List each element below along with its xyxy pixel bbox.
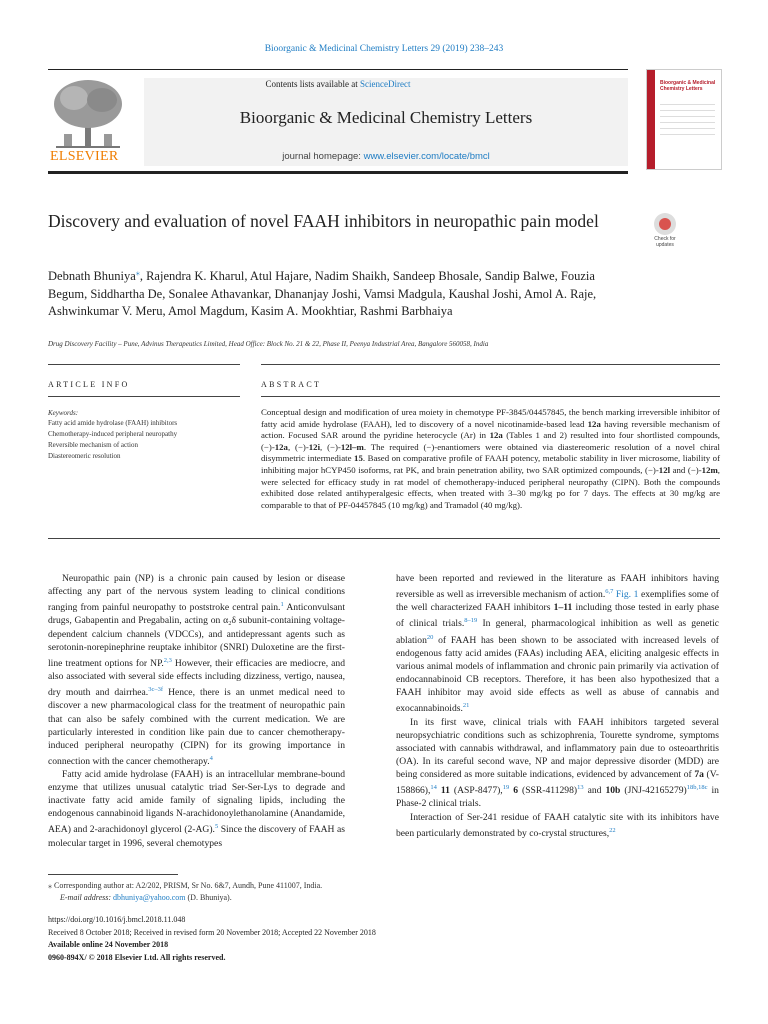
divider bbox=[48, 364, 240, 365]
body-paragraph: Interaction of Ser-241 residue of FAAH catalytic site with its inhibitors have been particularly demonstrated by co-crystal structures,$^{22}$ bbox=[396, 811, 719, 839]
check-updates-icon bbox=[654, 213, 676, 235]
body-paragraph: In its first wave, clinical trials with FAAH inhibitors targeted several neuropsychiatric conditions such as schizophrenia, Tourette syndrome, symptoms associated with cannabis withdrawal, and inflammatory pain due to osteoarthritis (OA). In its careful second wave, NP and major depressive disorder (MDD) are being considered as more suitable indications, evidenced by advancement of 7a (V-158866),$^{14}$ 11 (ASP-8477),$^{19}$ 6 $(SSR-411298)^{13}$ and 10b $(JNJ-42165279)^{18b,18c}$ in Phase-2 clinical trials. bbox=[396, 716, 719, 810]
reference-link[interactable]: 22 bbox=[609, 826, 616, 834]
keyword-item: Fatty acid amide hydrolase (FAAH) inhibitors bbox=[48, 419, 178, 427]
check-for-updates-badge[interactable] bbox=[645, 213, 685, 249]
divider bbox=[261, 364, 720, 365]
reference-link[interactable]: 1 bbox=[280, 601, 284, 609]
article-title: Discovery and evaluation of novel FAAH inhibitors in neuropathic pain model bbox=[48, 211, 599, 231]
divider bbox=[261, 396, 720, 397]
contents-line bbox=[48, 79, 628, 89]
reference-link[interactable]: 20 bbox=[426, 633, 434, 641]
reference-link[interactable]: 3c–3f bbox=[148, 686, 163, 694]
divider bbox=[48, 396, 240, 397]
body-paragraph: have been reported and reviewed in the literature as FAAH inhibitors having reversible as well as irreversible mechanism of action.$^{6,7}$ Fig. 1 exemplifies some of the well characterized FAAH inhibitors 1–11 including those tested in early phase of clinical trials.$^{8-19}$ In general, pharmacological inhibition as well as genetic ablation$^{20}$ of FAAH has been shown to be associated with increased levels of endogenous fatty acid amides (FAAs) including AEA, eliciting analgesic effects in various animal models of inflammation and chronic pain primarily via activation of endocannabinoid CB receptors. Therefore, it has been also hypothesized that a FAAH inhibitor may avoid side effects as well as abuse of cannabis and exocannabinoids.$^{21}$ bbox=[396, 573, 720, 715]
cover-line bbox=[660, 134, 715, 135]
author-list bbox=[48, 264, 628, 321]
figure-link[interactable]: Fig. 1 bbox=[613, 589, 639, 601]
keyword-item: Diastereomeric resolution bbox=[48, 452, 121, 460]
cover-line bbox=[660, 122, 715, 123]
copyright: 0960-894X/ © 2018 Elsevier Ltd. All rights reserved. bbox=[48, 953, 226, 962]
footnote-divider bbox=[48, 874, 178, 875]
reference-link[interactable]: 5 bbox=[214, 823, 219, 831]
email-line: E-mail address: dbhuniya@yahoo.com (D. Bhuniya). bbox=[60, 893, 232, 902]
reference-link[interactable]: 21 bbox=[462, 702, 470, 710]
body-paragraph: Neuropathic pain (NP) is a chronic pain caused by lesion or disease affecting any part of the nervous system leading to clinical conditions ranging from painful neuropathy to poststroke central pain.$^1$ Anticonvulsant drugs, Gabapentin and Pregabalin, acting on α₂δ subunit-containing voltage-dependent calcium channels (VDCCs), and antidepressant agents such as serotonin-norepinephrine reuptake inhibitor (SNRI) Duloxetine are the first-line treatment options for NP.$^{2,3}$ However, their efficacies are mediocre, and also associated with several side effects including dizziness, vertigo, nausea, dry mouth and dairrhea.$^{3c-3f}$ Hence, there is an unmet medical need to discover a new pharmacological class for the treatment of neuropathic pain that can also be safely combined with the current medication. We are particularly interested in condition like pain due to cancer chemotherapy-induced peripheral neuropathy (CIPN) for its growing importance in connection with the cancer chemotherapy.$^4$ bbox=[48, 573, 345, 767]
homepage-link[interactable]: www.elsevier.com/locate/bmcl bbox=[363, 151, 490, 162]
body-column-right bbox=[396, 572, 719, 840]
cover-line bbox=[660, 128, 715, 129]
body-paragraph: Fatty acid amide hydrolase (FAAH) is an intracellular membrane-bound enzyme that utilizes unusual catalytic triad Ser-Ser-Lys to degrade and inactivate fatty acid amide family of signaling lipids, including the endogenous cannabinoid ligands N-arachidonoylethanolamine (Anandamide, AEA) and 2-arachidonoyl glycerol (2-AG).$^5$ Since the discovery of FAAH as molecular target in 1996, several chemotypes bbox=[48, 769, 345, 849]
check-updates-label: Check for updates bbox=[654, 236, 676, 248]
cover-line bbox=[660, 104, 715, 105]
abstract-text: Conceptual design and modification of urea moiety in chemotype PF-3845/04457845, the bench marking irreversible inhibitor of fatty acid amide hydrolase (FAAH), led to discovery of a novel nicotinamide-based lead 12a having reversible mechanism of action. Focused SAR around the pyridine heterocycle (Ar) in 12a (Tables 1 and 2) resulted into four shortlisted compounds, (−)-12a, (−)-12i, (−)-12l–m. The required (−)-enantiomers were obtained via diastereomeric resolution of a novel chiral disymmetric intermediate 15. Based on comparative profile of FAAH potency, metabolic stability in liver microsome, liability of inhibiting major hCYP450 isoforms, rat PK, and brain penetration ability, two SAR optimized compounds, (−)-12l and (−)-12m, were selected for efficacy study in rat model of chemotherapy-induced peripheral neuropathy (CIPN). Both the compounds exhibited dose related antihyperalgesic effects, when treated with 3–30 mg/kg po for 7 days. The effects at 30 mg/kg are comparable to that of PF-04457845 (10 mg/kg) and Tramadol (40 mg/kg). bbox=[261, 407, 721, 510]
journal-title: Bioorganic & Medicinal Chemistry Letters bbox=[239, 108, 533, 127]
available-online: Available online 24 November 2018 bbox=[48, 940, 169, 949]
article-info-heading: ARTICLE INFO bbox=[48, 380, 130, 389]
journal-masthead bbox=[48, 69, 628, 174]
cover-band bbox=[647, 70, 655, 169]
body-column-left bbox=[48, 572, 345, 850]
reference-link[interactable]: 4 bbox=[209, 754, 213, 762]
cover-line bbox=[660, 110, 715, 111]
email-link[interactable]: dbhuniya@yahoo.com bbox=[113, 893, 186, 902]
reference-link[interactable]: 14 bbox=[430, 784, 437, 792]
affiliation: Drug Discovery Facility – Pune, Advinus Therapeutics Limited, Head Office: Block No. 21 & 22, Phase II, Peenya Industrial Area, Bangalore 560058, India bbox=[48, 340, 489, 348]
divider bbox=[48, 538, 720, 539]
cover-title: Bioorganic & Medicinal Chemistry Letters bbox=[660, 80, 716, 92]
sciencedirect-link[interactable]: ScienceDirect bbox=[360, 79, 411, 89]
reference-link[interactable]: 6,7 bbox=[605, 588, 614, 596]
reference-link[interactable]: 18b,18c bbox=[686, 784, 708, 792]
contents-prefix: Contents lists available at bbox=[265, 79, 360, 89]
publisher-wordmark: ELSEVIER bbox=[50, 149, 119, 164]
journal-homepage bbox=[144, 151, 628, 162]
keyword-item: Reversible mechanism of action bbox=[48, 441, 138, 449]
journal-reference[interactable]: Bioorganic & Medicinal Chemistry Letters 29 (2019) 238–243 bbox=[264, 44, 504, 54]
homepage-prefix: journal homepage: bbox=[282, 151, 364, 162]
other-authors: , Rajendra K. Kharul, Atul Hajare, Nadim Shaikh, Sandeep Bhosale, Sandip Balwe, Fouzia Begum, Siddhartha De, Sonalee Athavankar, Dhananjay Joshi, Vamsi Madgula, Kaushal Joshi, Amol A. Raje, Ashwinkumar V. Meru, Amol Magdum, Kasim A. Mookhtiar, Rashmi Barbhaiya bbox=[48, 269, 597, 319]
reference-link[interactable]: 2,3 bbox=[163, 656, 172, 664]
corresponding-author-mark[interactable]: ⁎ bbox=[135, 268, 140, 277]
journal-cover-thumbnail[interactable] bbox=[646, 69, 722, 170]
corresponding-author-note: ⁎ Corresponding author at: A2/202, PRISM, Sr No. 6&7, Aundh, Pune 411007, India. bbox=[48, 881, 323, 890]
cover-line bbox=[660, 116, 715, 117]
keyword-item: Chemotherapy-induced peripheral neuropathy bbox=[48, 430, 178, 438]
received-dates: Received 8 October 2018; Received in revised form 20 November 2018; Accepted 22 November 2018 bbox=[48, 928, 376, 937]
reference-link[interactable]: 13 bbox=[577, 784, 584, 792]
reference-link[interactable]: 8–19 bbox=[464, 617, 478, 625]
doi-link[interactable]: https://doi.org/10.1016/j.bmcl.2018.11.048 bbox=[48, 915, 186, 924]
first-author[interactable]: Debnath Bhuniya bbox=[48, 269, 136, 284]
keywords-label: Keywords: bbox=[48, 409, 79, 417]
reference-link[interactable]: 19 bbox=[502, 784, 510, 792]
abstract-heading: ABSTRACT bbox=[261, 380, 322, 389]
